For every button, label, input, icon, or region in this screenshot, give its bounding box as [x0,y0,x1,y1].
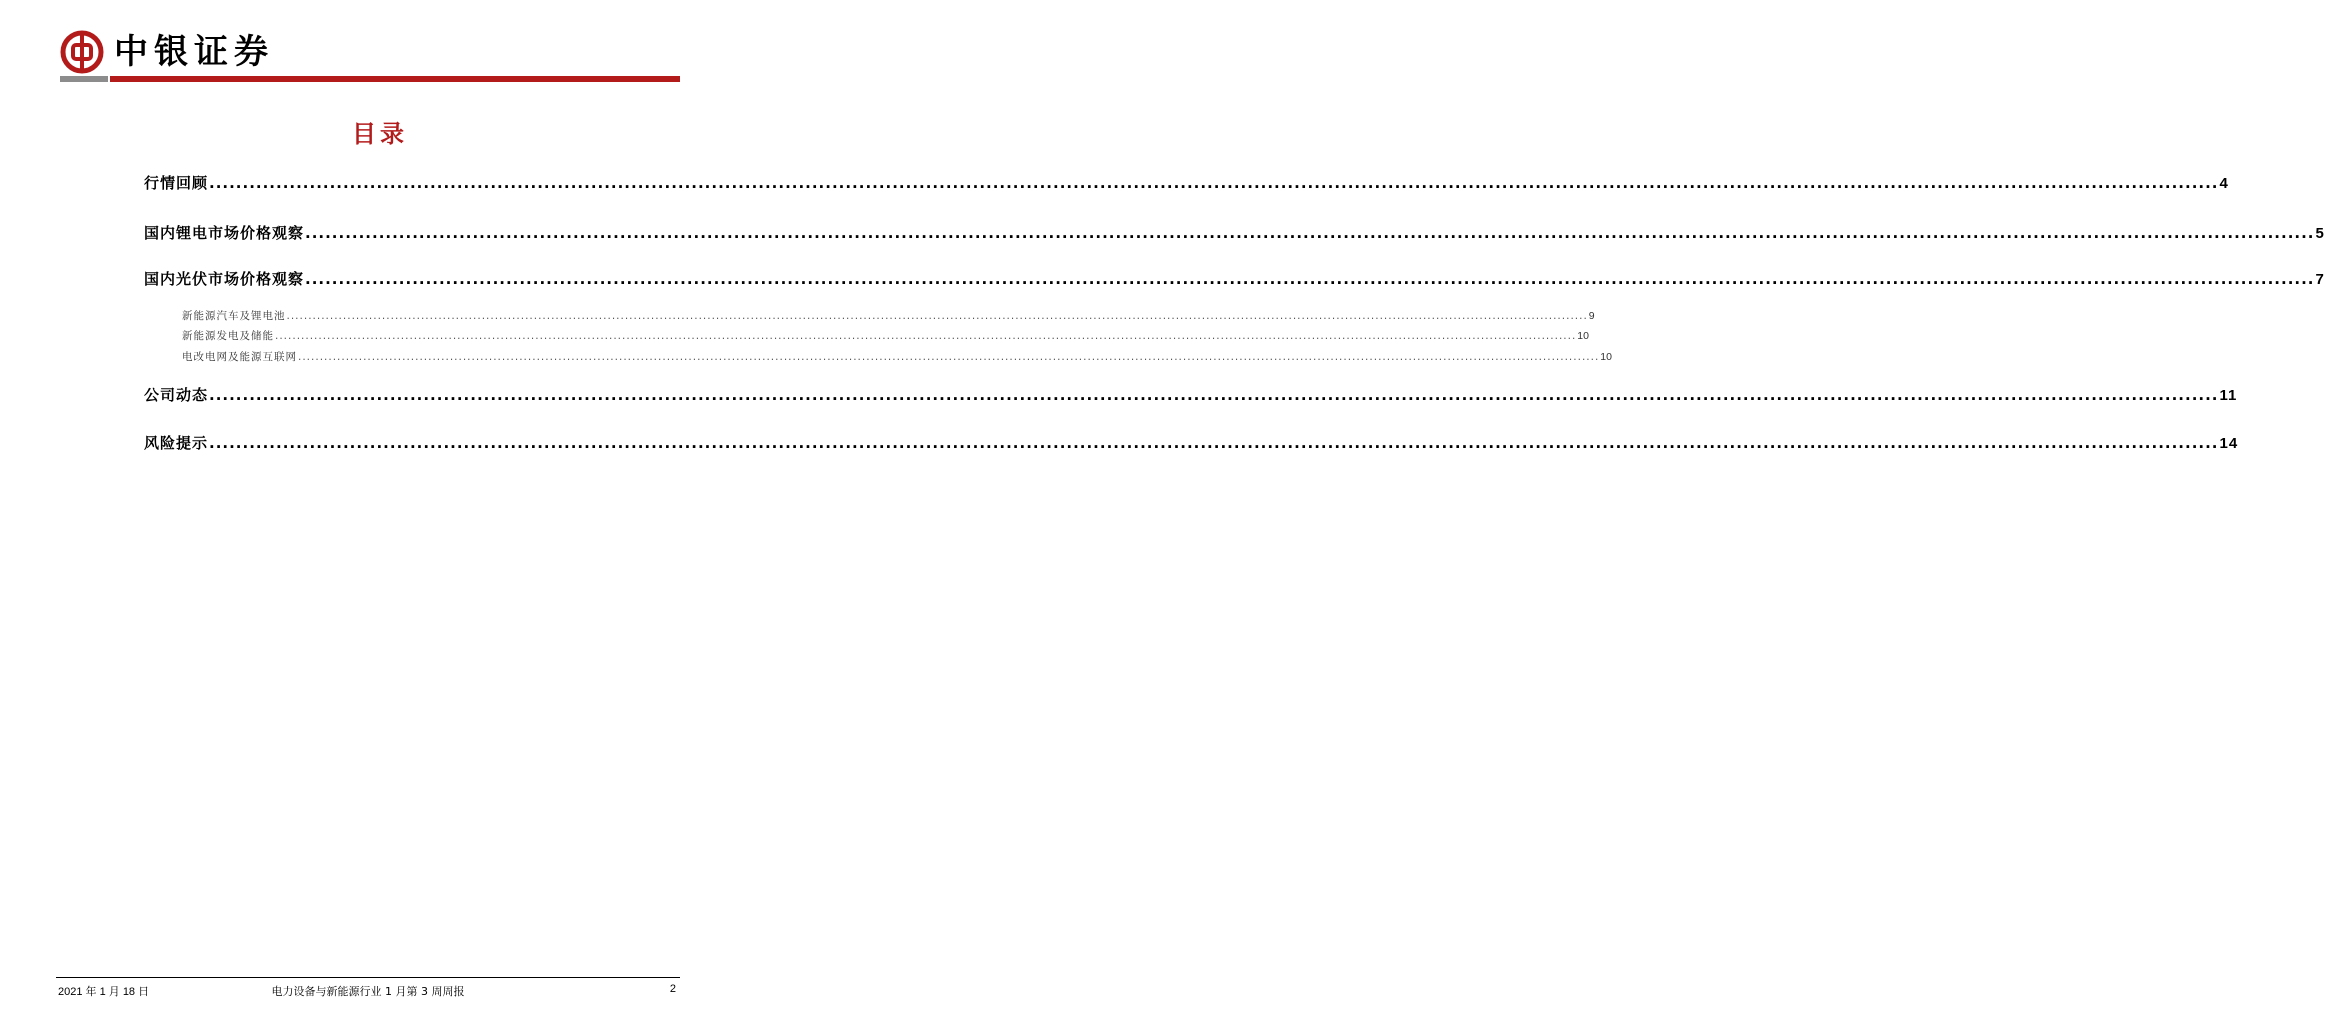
toc-entry-page: 5 [2315,225,2325,242]
toc-entry-page: 11 [2219,387,2238,404]
toc-entry-page: 14 [2219,435,2239,452]
toc-leader-dots: ............................................................................................................................................................................................................................................................................................................ [209,174,2219,192]
toc-entry-page: 7 [2315,271,2325,288]
toc-entry-page: 10 [1600,351,1612,363]
toc-entry-label: 电改电网及能源互联网 [182,351,297,363]
page-header [60,28,680,84]
toc-entry[interactable] [144,172,2229,193]
footer-page-number: 2 [669,983,676,995]
toc-leader-dots: ............................................................................................................................................................................................................................................................................................................ [286,310,1588,322]
brand-name: 中银证券 [114,32,274,72]
toc-entry-label: 风险提示 [144,434,209,452]
toc-entry-label: 新能源发电及储能 [182,330,274,342]
toc-entry-page: 9 [1588,310,1595,322]
toc-subentry[interactable] [144,349,1612,364]
toc-leader-dots: ............................................................................................................................................................................................................................................................................................................ [209,434,2219,452]
toc-title: 目录 [352,120,408,148]
toc-entry-label: 行情回顾 [144,174,209,192]
toc-entry-page: 4 [2219,175,2229,192]
page-footer [56,983,680,999]
bank-of-china-logo-icon [60,30,104,74]
toc-subentry[interactable] [144,308,1595,323]
toc-entry-label: 新能源汽车及锂电池 [182,310,286,322]
toc-entry-page: 10 [1577,330,1589,342]
toc-subentry[interactable] [144,328,1589,343]
toc-entry[interactable] [144,384,2238,405]
footer-report-name: 电力设备与新能源行业 1 月第 3 周周报 [271,985,465,998]
toc-entry[interactable] [144,268,2325,289]
toc-leader-dots: ............................................................................................................................................................................................................................................................................................................ [298,351,1600,363]
footer-rule [56,977,680,978]
footer-date: 2021 年 1 月 18 日 [58,986,150,998]
toc-entry[interactable] [144,432,2239,453]
toc-entry-label: 国内锂电市场价格观察 [144,224,305,242]
toc-entry[interactable] [144,222,2325,243]
header-bar-red [110,76,680,82]
header-bar-gray [60,76,108,82]
toc-leader-dots: ............................................................................................................................................................................................................................................................................................................ [275,330,1577,342]
toc-entry-label: 公司动态 [144,386,209,404]
toc-leader-dots: ............................................................................................................................................................................................................................................................................................................ [305,224,2315,242]
toc-leader-dots: ............................................................................................................................................................................................................................................................................................................ [305,270,2315,288]
toc-leader-dots: ............................................................................................................................................................................................................................................................................................................ [209,386,2219,404]
toc-entry-label: 国内光伏市场价格观察 [144,270,305,288]
